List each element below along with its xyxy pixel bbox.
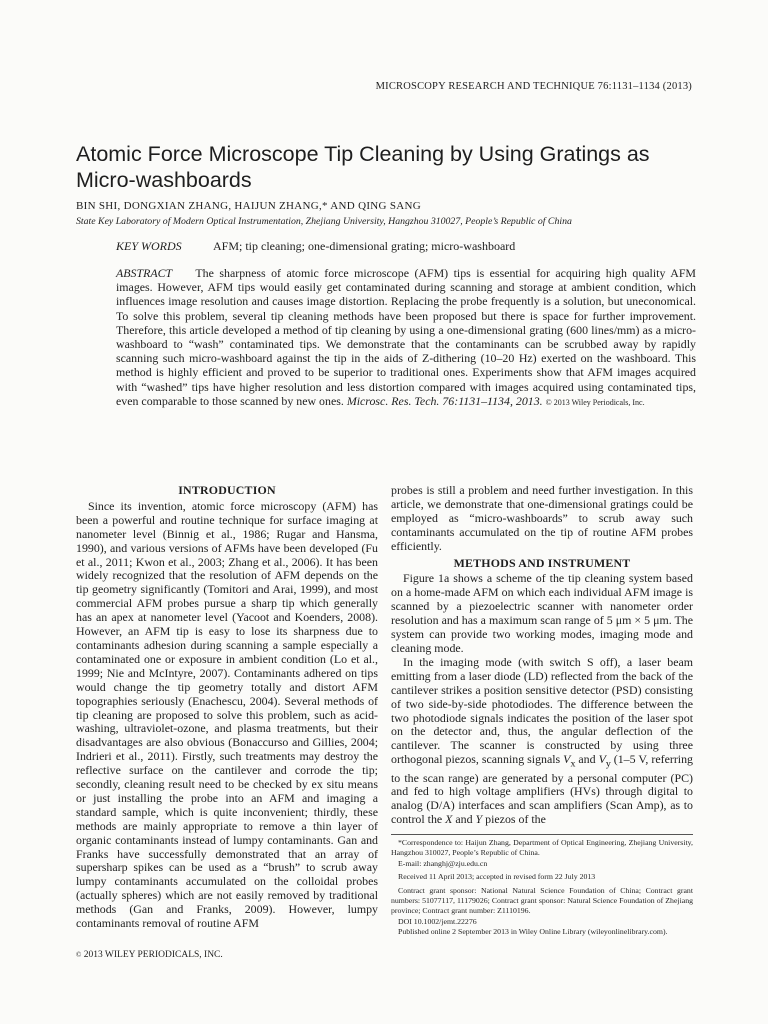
copyright-symbol: © <box>76 951 82 959</box>
methods-paragraph-1: Figure 1a shows a scheme of the tip cleaning system based on a home-made AFM on which each individual AFM image is scanned by a piezoelectric scanner with nanometer order resolution and has a maximum scan range of 5 μm × 5 μm. The system can provide two working modes, imaging mode and cleaning mode. <box>391 571 693 655</box>
vy-symbol: V <box>598 752 606 767</box>
page-footer <box>76 950 223 960</box>
footnotes <box>391 834 693 938</box>
vy-subscript: y <box>605 758 611 770</box>
affiliation: State Key Laboratory of Modern Optical Instrumentation, Zhejiang University, Hangzhou 310027, People’s Republic of China <box>76 216 572 227</box>
methods-paragraph-2 <box>391 656 693 827</box>
left-column <box>76 484 378 931</box>
methods-and: and <box>575 752 599 767</box>
methods-heading: METHODS AND INSTRUMENT <box>453 555 631 570</box>
x-axis-symbol: X <box>445 812 453 827</box>
correspondence-note: *Correspondence to: Haijun Zhang, Department of Optical Engineering, Zhejiang University, Hangzhou 310027, People’s Republic of China. <box>391 838 693 857</box>
grant-note: Contract grant sponsor: National Natural Science Foundation of China; Contract grant numbers: 51077117, 11179026; Contract grant sponsor: Natural Science Foundation of Zhejiang province; Contract grant number: Z1110196. <box>391 886 693 915</box>
right-column <box>391 484 693 827</box>
abstract-copyright: © 2013 Wiley Periodicals, Inc. <box>545 397 645 407</box>
keywords <box>116 239 696 254</box>
abstract <box>116 266 696 410</box>
methods-text-a: In the imaging mode (with switch S off), a laser beam emitting from a laser diode (LD) reflected from the back of the cantilever strikes a position sensitive detector (PSD) consisting of two side-by-side photodiodes. The difference between the two photodiode signals indicates the position of the laser spot on the detector and, thus, the angular deflection of the cantilever. The scanner is constructed by using three orthogonal piezos, scanning signals <box>391 654 693 767</box>
published-note: Published online 2 September 2013 in Wiley Online Library (wileyonlinelibrary.com). <box>398 927 668 937</box>
author-list: BIN SHI, DONGXIAN ZHANG, HAIJUN ZHANG,* AND QING SANG <box>76 200 421 212</box>
methods-text-b: (1–5 V, referring to the scan range) are generated by a personal computer (PC) and fed to high voltage amplifiers (HVs) through digital to analog (D/A) interfaces and scan amplifiers (Scan Amp), as to control the <box>391 752 693 827</box>
footnote-divider <box>391 834 693 835</box>
running-head: MICROSCOPY RESEARCH AND TECHNIQUE 76:1131–1134 (2013) <box>375 81 692 92</box>
email-note: E-mail: zhanghj@zju.edu.cn <box>398 858 488 868</box>
doi-note: DOI 10.1002/jemt.22276 <box>398 916 477 926</box>
vx-subscript: x <box>570 758 576 770</box>
methods-text-d: piezos of the <box>482 812 546 827</box>
y-axis-symbol: Y <box>475 812 483 827</box>
introduction-paragraph: Since its invention, atomic force microscopy (AFM) has been a powerful and routine technique for surface imaging at nanometer level (Binnig et al., 1986; Rugar and Hansma, 1990), and various versions of AFMs have been developed (Fu et al., 2011; Kwon et al., 2003; Zhang et al., 2006). It has been widely recognized that the resolution of AFM depends on the tip geometry significantly (Tomitori and Arai, 1999), and most commercial AFM probes pursue a sharp tip which generally has an apex at nanometer level (Yacoot and Koenders, 2008). However, an AFM tip is easy to lose its sharpness due to contaminants adhesion during scanning a sample especially a contaminated one or exposure in ambient condition (Lo et al., 1999; Nie and McIntyre, 2007). Contaminants adhered on tips would change the tip geometry totally and distort AFM topographies seriously (Enachescu, 2004). Several methods of tip cleaning are proposed to solve this problem, such as acid-washing, ultraviolet-ozone, and plasma treatments, but their disadvantages are also obvious (Bonaccurso and Gillies, 2004; Indrieri et al., 2011). Firstly, such treatments may destroy the reflective surface on the cantilever and corrode the tip; secondly, cleaning result need to be checked by ex situ means or just installing the probe into an AFM and imaging a standard sample, which is quite inconvenient; thirdly, these methods are mainly appropriate to remove a thin layer of organic contaminants instead of lumpy contaminants. Gan and Franks have successfully demonstrated that an array of supersharp spikes can be used as a “brush” to scrub away lumpy contaminants accumulated on the colloidal probes (actually spheres) which are not easily removed by traditional methods (Gan and Franks, 2009). However, lumpy contaminants removal of routine AFM <box>76 498 378 931</box>
abstract-label: ABSTRACT <box>116 266 173 280</box>
introduction-paragraph-continued: probes is still a problem and need further investigation. In this article, we demonstrate that one-dimensional gratings could be employed as “micro-washboards” to scrub away such contaminants accumulated on the tip of routine AFM probes efficiently. <box>391 483 693 553</box>
article-title: Atomic Force Microscope Tip Cleaning by Using Gratings as Micro-washboards <box>76 142 650 192</box>
abstract-text: The sharpness of atomic force microscope (AFM) tips is essential for acquiring high quality AFM images. However, AFM tips would easily get contaminated during scanning and storage at ambient condition, which influences image resolution and causes image distortion. Replacing the probe frequently is a solution, but uneconomical. To solve this problem, several tip cleaning methods have been proposed but there is space for further improvement. Therefore, this article developed a method of tip cleaning by using a one-dimensional grating (600 lines/mm) as a micro-washboard to “wash” contaminated tips. We demonstrate that the contaminants can be scrubbed away by rapidly scanning such micro-washboard against the tip in the aids of Z-dithering (10–20 Hz) exerted on the washboard. This method is highly efficient and proved to be superior to traditional ones. Experiments show that AFM images acquired with “washed” tips have higher resolution and less distortion compared with images acquired using contaminated tips, even comparable to those scanned by new ones. <box>116 266 696 408</box>
received-note: Received 11 April 2013; accepted in revised form 22 July 2013 <box>398 872 596 882</box>
vx-symbol: V <box>563 752 571 767</box>
introduction-heading: INTRODUCTION <box>178 483 276 497</box>
footer-text: 2013 WILEY PERIODICALS, INC. <box>83 950 223 960</box>
keywords-text: AFM; tip cleaning; one-dimensional grating; micro-washboard <box>213 239 516 253</box>
methods-text-c: and <box>452 812 476 827</box>
keywords-label: KEY WORDS <box>116 239 182 253</box>
abstract-citation: Microsc. Res. Tech. 76:1131–1134, 2013. <box>346 393 543 408</box>
